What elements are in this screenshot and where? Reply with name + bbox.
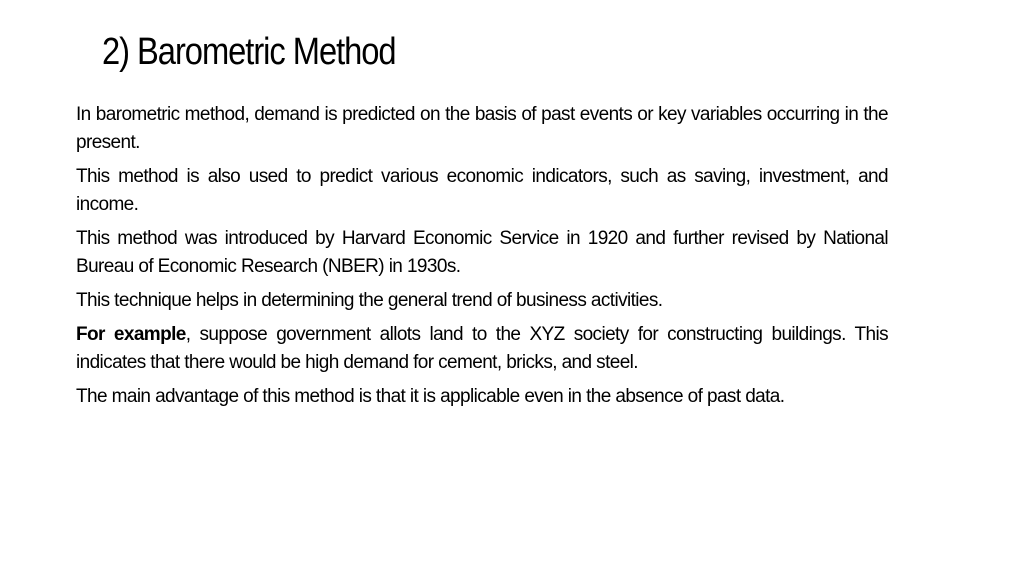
paragraph-text: This method is also used to predict various economic indicators, such as saving, investment, and income. — [76, 166, 888, 215]
slide-body — [76, 101, 888, 417]
slide-title — [102, 28, 396, 76]
slide-title-number: 2) — [102, 31, 138, 73]
paragraph-indicators — [76, 163, 888, 219]
paragraph-text: , suppose government allots land to the XYZ society for constructing buildings. This indicates that there would be high demand for cement, bricks, and steel. — [76, 324, 888, 373]
paragraph-text: This technique helps in determining the general trend of business activities. — [76, 290, 663, 311]
paragraph-text: This method was introduced by Harvard Economic Service in 1920 and further revised by National Bureau of Economic Research (NBER) in 1930s. — [76, 228, 888, 277]
paragraph-trend — [76, 287, 888, 315]
paragraph-advantage — [76, 383, 888, 411]
paragraph-definition — [76, 101, 888, 157]
example-lead: For example — [76, 324, 186, 345]
paragraph-text: In barometric method, demand is predicted on the basis of past events or key variables occurring in the present. — [76, 104, 888, 153]
paragraph-history — [76, 225, 888, 281]
paragraph-example — [76, 321, 888, 377]
paragraph-text: The main advantage of this method is that it is applicable even in the absence of past data. — [76, 386, 785, 407]
slide-title-text: Barometric Method — [137, 31, 396, 73]
